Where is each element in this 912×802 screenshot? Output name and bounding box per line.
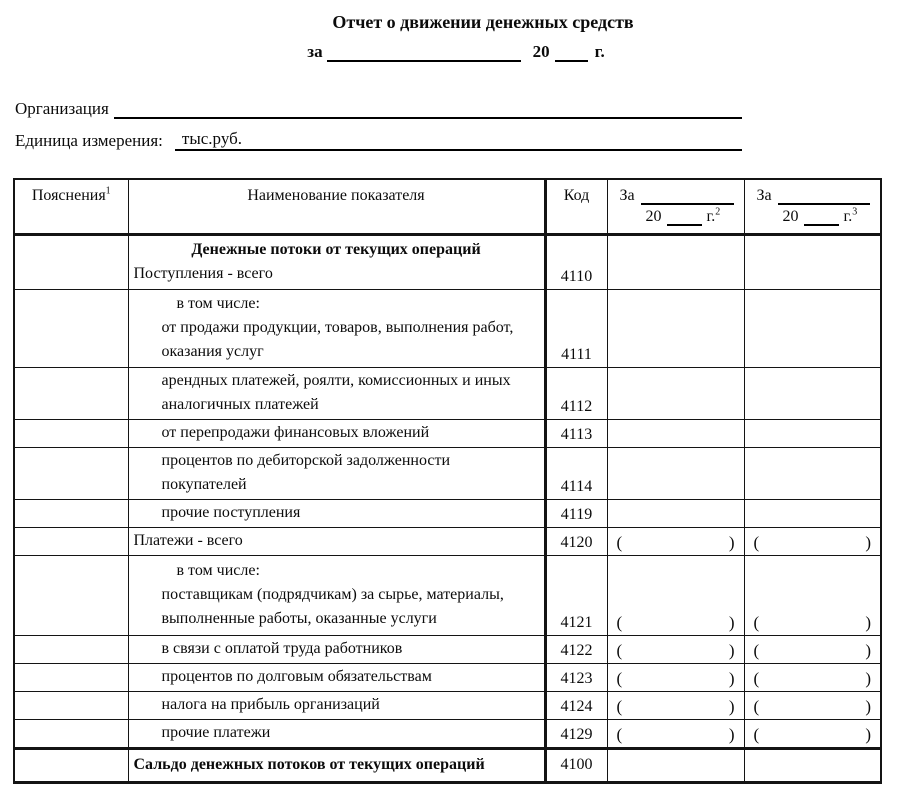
paren-close: ) xyxy=(728,532,735,552)
row-line: выполненные работы, оказанные услуги xyxy=(161,609,437,627)
table-row-4114 xyxy=(14,447,881,499)
value-cell-period2 xyxy=(744,367,881,419)
table-row-4100-total xyxy=(14,748,881,782)
paren-open: ( xyxy=(616,532,623,552)
value-cell-period2 xyxy=(744,663,881,691)
value-cell-period1 xyxy=(607,447,744,499)
row-line: процентов по дебиторской задолженности xyxy=(161,451,450,469)
name-cell xyxy=(128,234,545,289)
paren-close: ) xyxy=(865,532,871,552)
code-cell: 4111 xyxy=(545,289,607,367)
paren-open: ( xyxy=(616,668,623,688)
name-cell xyxy=(128,527,545,555)
value-cell-period2 xyxy=(744,527,881,555)
notes-cell xyxy=(14,419,128,447)
table-row-4122 xyxy=(14,635,881,663)
paren-close: ) xyxy=(728,724,735,744)
name-cell xyxy=(128,499,545,527)
value-cell-period2 xyxy=(744,555,881,635)
cash-flow-table xyxy=(13,178,882,784)
unit-value: тыс.руб. xyxy=(181,129,242,148)
name-cell xyxy=(128,289,545,367)
code-cell: 4122 xyxy=(545,635,607,663)
row-line: от перепродажи финансовых вложений xyxy=(161,423,430,441)
value-cell-period1 xyxy=(607,289,744,367)
name-cell xyxy=(128,663,545,691)
notes-cell xyxy=(14,635,128,663)
notes-cell xyxy=(14,367,128,419)
paren-open: ( xyxy=(616,696,623,716)
notes-cell xyxy=(14,234,128,289)
table-row-4120 xyxy=(14,527,881,555)
value-cell-period1 xyxy=(607,663,744,691)
paren-close: ) xyxy=(865,640,871,660)
row-line: оказания услуг xyxy=(161,342,264,360)
organization-line xyxy=(15,97,742,119)
table-row-4113 xyxy=(14,419,881,447)
paren-close: ) xyxy=(865,668,871,688)
unit-line xyxy=(15,129,742,151)
notes-cell xyxy=(14,691,128,719)
period1-blank-line xyxy=(641,187,734,205)
row-line: налога на прибыль организаций xyxy=(161,695,380,713)
period1-footnote: 2 xyxy=(715,206,721,218)
row-line: процентов по долговым обязательствам xyxy=(161,667,432,685)
paren-close: ) xyxy=(865,696,871,716)
paren-close: ) xyxy=(865,612,871,632)
organization-label: Организация xyxy=(15,99,109,118)
value-cell-period2 xyxy=(744,447,881,499)
code-cell: 4113 xyxy=(545,419,607,447)
paren-close: ) xyxy=(728,640,735,660)
value-cell-period2 xyxy=(744,289,881,367)
paren-open: ( xyxy=(753,640,760,660)
paren-open: ( xyxy=(616,724,623,744)
notes-cell xyxy=(14,663,128,691)
paren-close: ) xyxy=(728,668,735,688)
value-cell-period1 xyxy=(607,234,744,289)
total-row-label: Сальдо денежных потоков от текущих операций xyxy=(133,755,485,773)
code-cell: 4129 xyxy=(545,719,607,748)
table-row-4119 xyxy=(14,499,881,527)
value-cell-period2 xyxy=(744,635,881,663)
paren-open: ( xyxy=(753,612,760,632)
section-heading: Денежные потоки от текущих операций xyxy=(191,240,481,258)
notes-cell xyxy=(14,555,128,635)
value-cell-period1 xyxy=(607,527,744,555)
row-line: в том числе: xyxy=(176,561,260,579)
col-header-notes-label: Пояснения xyxy=(31,187,106,204)
row-line: покупателей xyxy=(161,475,247,493)
value-cell-period2 xyxy=(744,234,881,289)
col-header-code: Код xyxy=(545,179,607,234)
row-line: прочие платежи xyxy=(161,723,271,741)
value-cell-period1 xyxy=(607,555,744,635)
name-cell xyxy=(128,691,545,719)
paren-open: ( xyxy=(753,532,760,552)
period2-g-text: г. xyxy=(843,208,853,225)
paren-open: ( xyxy=(753,724,760,744)
row-line: аналогичных платежей xyxy=(161,395,319,413)
row-line: поставщикам (подрядчикам) за сырье, материалы, xyxy=(161,585,504,603)
value-cell-period2 xyxy=(744,419,881,447)
table-row-4110 xyxy=(14,234,881,289)
value-cell-period1 xyxy=(607,719,744,748)
value-cell-period2 xyxy=(744,691,881,719)
period2-footnote: 3 xyxy=(852,206,858,218)
code-cell: 4120 xyxy=(545,527,607,555)
code-cell: 4124 xyxy=(545,691,607,719)
period-g-label: г. xyxy=(594,42,605,61)
row-line: Платежи - всего xyxy=(133,531,243,549)
notes-cell xyxy=(14,499,128,527)
col-header-period2 xyxy=(744,179,881,234)
table-row-4123 xyxy=(14,663,881,691)
name-cell xyxy=(128,447,545,499)
value-cell-period2 xyxy=(744,499,881,527)
code-cell: 4110 xyxy=(545,234,607,289)
col-header-period1 xyxy=(607,179,744,234)
paren-open: ( xyxy=(753,696,760,716)
period2-year-label: 20 xyxy=(782,208,799,225)
unit-label: Единица измерения: xyxy=(15,131,163,150)
name-cell xyxy=(128,635,545,663)
period2-blank-line xyxy=(778,187,870,205)
table-header-row xyxy=(14,179,881,234)
code-cell: 4123 xyxy=(545,663,607,691)
code-cell: 4114 xyxy=(545,447,607,499)
notes-cell xyxy=(14,527,128,555)
paren-open: ( xyxy=(753,668,760,688)
notes-cell xyxy=(14,748,128,782)
period1-year-blank-line xyxy=(667,208,702,226)
paren-close: ) xyxy=(728,612,735,632)
row-line: в связи с оплатой труда работников xyxy=(161,639,403,657)
code-cell: 4119 xyxy=(545,499,607,527)
value-cell-period1 xyxy=(607,499,744,527)
value-cell-period1 xyxy=(607,635,744,663)
period-blank-line xyxy=(327,42,521,62)
name-cell xyxy=(128,748,545,782)
value-cell-period1 xyxy=(607,691,744,719)
row-line: в том числе: xyxy=(176,294,260,312)
row-line: от продажи продукции, товаров, выполнения работ, xyxy=(161,318,514,336)
notes-cell xyxy=(14,719,128,748)
row-line: арендных платежей, роялти, комиссионных и иных xyxy=(161,371,511,389)
document-title xyxy=(0,12,912,33)
period2-year-blank-line xyxy=(804,208,839,226)
code-cell: 4100 xyxy=(545,748,607,782)
period2-g-label xyxy=(844,208,858,226)
name-cell xyxy=(128,719,545,748)
table-row-4124 xyxy=(14,691,881,719)
paren-open: ( xyxy=(616,640,623,660)
paren-close: ) xyxy=(865,724,871,744)
period-year-label: 20 xyxy=(532,42,550,61)
row-line: Поступления - всего xyxy=(133,264,273,282)
organization-blank-line xyxy=(114,97,742,119)
period1-za-label: За xyxy=(619,187,635,204)
notes-cell xyxy=(14,447,128,499)
value-cell-period2 xyxy=(744,748,881,782)
name-cell xyxy=(128,419,545,447)
table-row-4121 xyxy=(14,555,881,635)
col-header-name: Наименование показателя xyxy=(128,179,545,234)
col-header-notes xyxy=(14,179,128,234)
code-cell: 4121 xyxy=(545,555,607,635)
col-header-notes-footnote: 1 xyxy=(105,185,111,197)
period1-g-text: г. xyxy=(706,208,716,225)
period2-za-label: За xyxy=(756,187,772,204)
row-line: прочие поступления xyxy=(161,503,301,521)
value-cell-period2 xyxy=(744,719,881,748)
unit-blank-line xyxy=(175,129,742,151)
notes-cell xyxy=(14,289,128,367)
document-title-text: Отчет о движении денежных средств xyxy=(332,12,634,32)
code-cell: 4112 xyxy=(545,367,607,419)
period-line xyxy=(0,42,912,62)
paren-open: ( xyxy=(616,612,623,632)
table-row-4129 xyxy=(14,719,881,748)
name-cell xyxy=(128,367,545,419)
period1-year-label: 20 xyxy=(645,208,662,225)
name-cell xyxy=(128,555,545,635)
value-cell-period1 xyxy=(607,367,744,419)
table-row-4111 xyxy=(14,289,881,367)
value-cell-period1 xyxy=(607,748,744,782)
table-row-4112 xyxy=(14,367,881,419)
period-za-label: за xyxy=(307,42,323,61)
paren-close: ) xyxy=(728,696,735,716)
period-year-blank-line xyxy=(555,42,588,62)
value-cell-period1 xyxy=(607,419,744,447)
period1-g-label xyxy=(707,208,721,226)
